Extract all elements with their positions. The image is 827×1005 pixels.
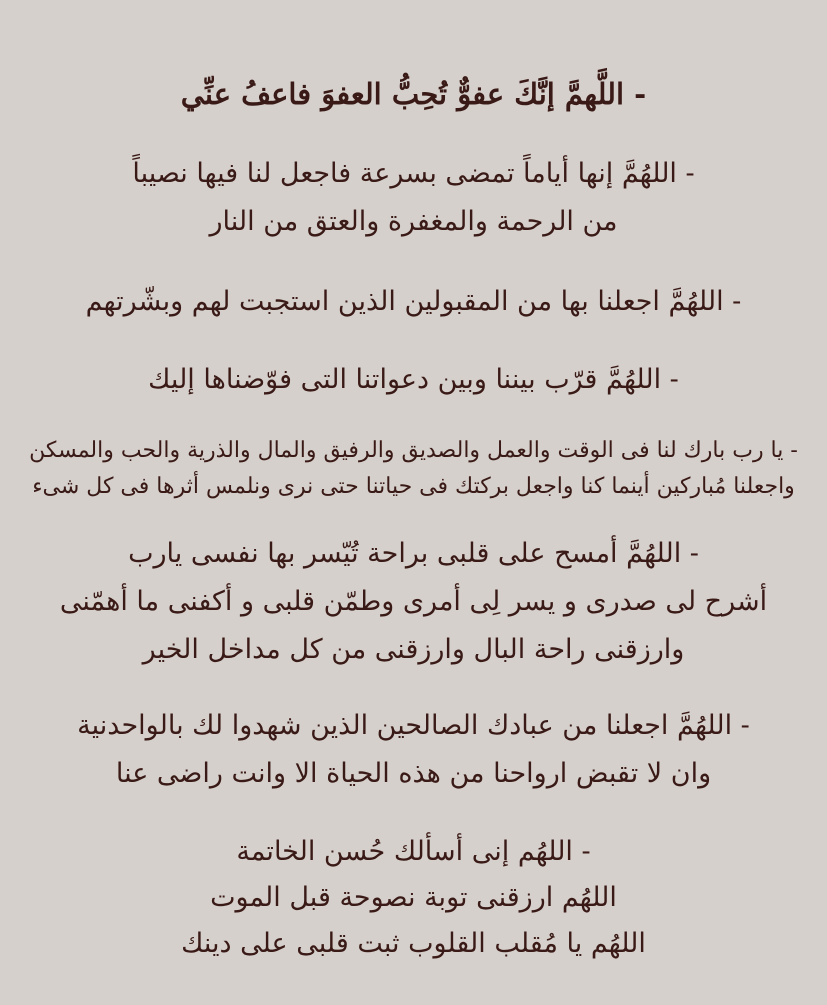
dua-2-line-2: من الرحمة والمغفرة والعتق من النار [209,206,618,237]
dua-5-line-2: واجعلنا مُباركين أينما كنا واجعل بركتك فى حياتنا حتى نرى ونلمس أثرها فى كل شىء [32,474,795,499]
dua-4-line-1: - اللهُمَّ قرّب بيننا وبين دعواتنا التى فوّضناها إليك [148,364,679,395]
dua-7-line-1: - اللهُمَّ اجعلنا من عبادك الصالحين الذين شهدوا لك بالواحدنية [77,710,750,741]
dua-7-line-2: وان لا تقبض ارواحنا من هذه الحياة الا وانت راضى عنا [115,758,712,789]
dua-8-line-1: - اللهُم إنى أسألك حُسن الخاتمة [236,836,591,867]
dua-8-line-2: اللهُم ارزقنى توبة نصوحة قبل الموت [210,882,617,913]
dua-5-line-1: - يا رب بارك لنا فى الوقت والعمل والصديق والرفيق والمال والذرية والحب والمسكن [29,438,798,463]
dua-3-line-1: - اللهُمَّ اجعلنا بها من المقبولين الذين استجبت لهم وبشّرتهم [85,286,742,317]
dua-8-line-3: اللهُم يا مُقلب القلوب ثبت قلبى على دينك [181,928,646,959]
dua-6-line-3: وارزقنى راحة البال وارزقنى من كل مداخل الخير [142,634,685,665]
dua-6-line-1: - اللهُمَّ أمسح على قلبى براحة تُيّسر بها نفسى يارب [128,538,699,569]
dua-2-line-1: - اللهُمَّ إنها أياماً تمضى بسرعة فاجعل لنا فيها نصيباً [132,158,695,189]
dua-6-line-2: أشرح لى صدرى و يسر لِى أمرى وطمّن قلبى و أكفنى ما أهمّنى [59,586,768,617]
dua-1-line-1: - اللَّهمَّ إنَّكَ عفوٌّ تُحِبُّ العفوَ فاعفُ عنِّي [180,77,647,111]
